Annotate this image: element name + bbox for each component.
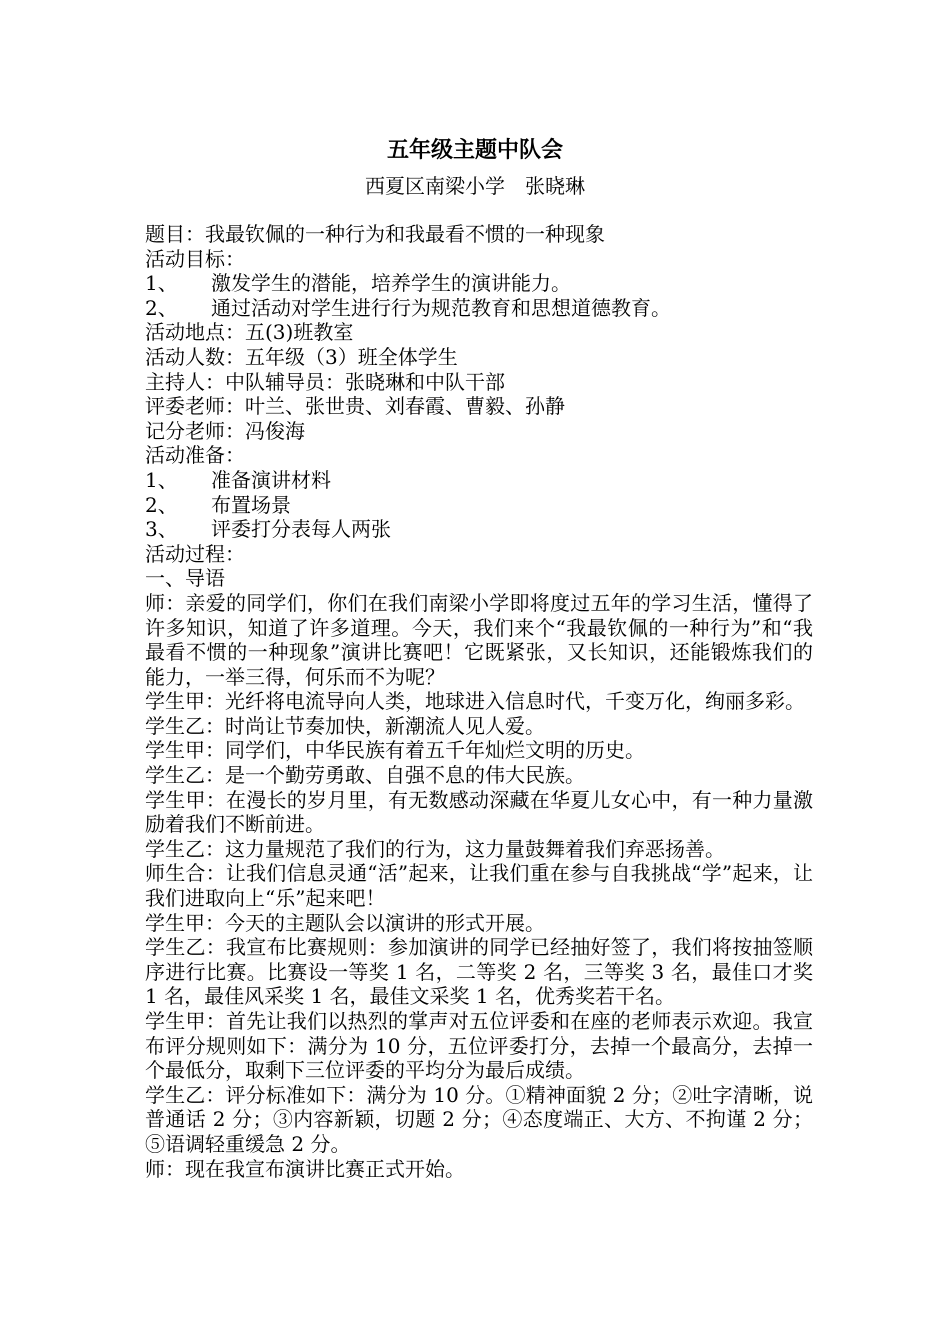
document-body — [145, 222, 813, 1181]
numbered-item — [145, 517, 813, 542]
item-text: 通过活动对学生进行行为规范教育和思想道德教育。 — [211, 295, 671, 320]
numbered-item — [145, 271, 813, 296]
text-line: 活动人数：五年级（3）班全体学生 — [145, 344, 458, 369]
document-title: 五年级主题中队会 — [386, 137, 563, 163]
item-number: 2、 — [145, 295, 178, 320]
text-line: 一、导语 — [145, 566, 225, 591]
numbered-item — [145, 296, 813, 321]
numbered-item — [145, 468, 813, 493]
text-line: 评委老师：叶兰、张世贵、刘春霞、曹毅、孙静 — [145, 394, 565, 419]
text-line: 学生甲：今天的主题队会以演讲的形式开展。 — [145, 910, 545, 935]
paragraph: 学生乙：我宣布比赛规则：参加演讲的同学已经抽好签了，我们将按抽签顺序进行比赛。比赛设一等奖 1 名，二等奖 2 名，三等奖 3 名，最佳口才奖 1 名，最佳风采奖 1 名，最佳文采奖 1 名，优秀奖若干名。 — [145, 935, 813, 1009]
text-line: 题目：我最钦佩的一种行为和我最看不惯的一种现象 — [145, 222, 605, 246]
text-line: 活动过程： — [145, 541, 245, 566]
paragraph: 学生甲：光纤将电流导向人类，地球进入信息时代，千变万化，绚丽多彩。 — [145, 689, 805, 714]
paragraph: 学生乙：评分标准如下：满分为 10 分。①精神面貌 2 分；②吐字清晰，说普通话 2 分；③内容新颖，切题 2 分；④态度端正、大方、不拘谨 2 分；⑤语调轻重缓急 2 分。 — [145, 1082, 813, 1156]
text-line: 活动目标： — [145, 246, 245, 271]
text-line: 记分老师：冯俊海 — [145, 418, 305, 443]
text-line: 师：现在我宣布演讲比赛正式开始。 — [145, 1156, 465, 1181]
paragraph: 师生合：让我们信息灵通“活”起来，让我们重在参与自我挑战“学”起来，让我们进取向上“乐”起来吧！ — [145, 861, 813, 911]
item-text: 布置场景 — [211, 492, 291, 517]
text-line: 学生乙：时尚让节奏加快，新潮流人见人爱。 — [145, 713, 545, 738]
numbered-item — [145, 493, 813, 518]
text-line: 学生甲：同学们，中华民族有着五千年灿烂文明的历史。 — [145, 738, 645, 763]
item-number: 1、 — [145, 467, 178, 492]
paragraph: 学生甲：首先让我们以热烈的掌声对五位评委和在座的老师表示欢迎。我宣布评分规则如下：满分为 10 分，五位评委打分，去掉一个最高分，去掉一个最低分，取剩下三位评委的平均分为最后成绩。 — [145, 1009, 813, 1083]
paragraph: 师：亲爱的同学们，你们在我们南梁小学即将度过五年的学习生活，懂得了许多知识，知道了许多道理。今天，我们来个“我最钦佩的一种行为”和“我最看不惯的一种现象”演讲比赛吧！它既紧张，又长知识，还能锻炼我们的能力，一举三得，何乐而不为呢？ — [145, 590, 813, 689]
text-line: 学生乙：这力量规范了我们的行为，这力量鼓舞着我们弃恶扬善。 — [145, 836, 725, 861]
item-number: 3、 — [145, 517, 178, 542]
item-text: 评委打分表每人两张 — [211, 517, 391, 542]
item-number: 2、 — [145, 492, 178, 517]
document-author: 西夏区南梁小学 张晓琳 — [365, 174, 585, 198]
paragraph: 学生甲：在漫长的岁月里，有无数感动深藏在华夏儿女心中，有一种力量激励着我们不断前进。 — [145, 787, 813, 837]
text-line: 活动地点：五(3)班教室 — [145, 320, 354, 345]
item-text: 准备演讲材料 — [211, 467, 331, 492]
text-line: 活动准备： — [145, 443, 245, 468]
item-number: 1、 — [145, 271, 178, 296]
text-line: 学生乙：是一个勤劳勇敢、自强不息的伟大民族。 — [145, 763, 585, 788]
item-text: 激发学生的潜能，培养学生的演讲能力。 — [211, 271, 571, 296]
text-line: 主持人：中队辅导员：张晓琳和中队干部 — [145, 369, 505, 394]
